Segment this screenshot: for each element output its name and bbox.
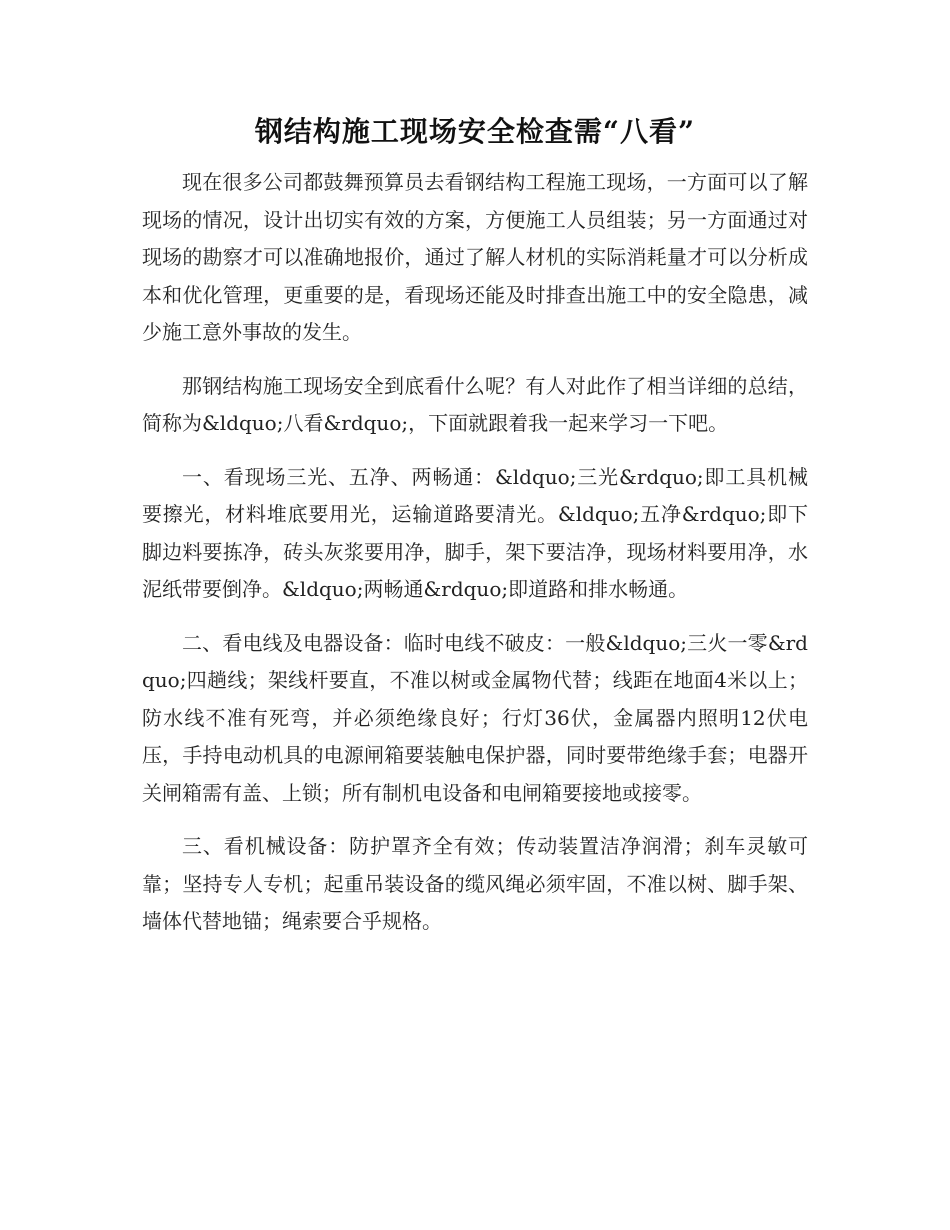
document-title: 钢结构施工现场安全检查需“八看” xyxy=(254,115,696,148)
paragraph-machinery: 三、看机械设备：防护罩齐全有效；传动装置洁净润滑；刹车灵敏可靠；坚持专人专机；起重吊装设备的缆风绳必须牢固，不准以树、脚手架、墙体代替地锚；绳索要合乎规格。 xyxy=(142,834,808,933)
paragraph-electrical: 二、看电线及电器设备：临时电线不破皮：一般&ldquo;三火一零&rdquo;四趟线；架线杆要直，不准以树或金属物代替；线距在地面4米以上；防水线不准有死弯，并必须绝缘良好；行灯36伏，金属器内照明12伏电压，手持电动机具的电源闸箱要装触电保护器，同时要带绝缘手套；电器开关闸箱需有盖、上锁；所有制机电设备和电闸箱要接地或接零。 xyxy=(142,630,808,805)
paragraph-site-cleanliness: 一、看现场三光、五净、两畅通：&ldquo;三光&rdquo;即工具机械要擦光，材料堆底要用光，运输道路要清光。&ldquo;五净&rdquo;即下脚边料要拣净，砖头灰浆要用净，脚手，架下要洁净，现场材料要用净，水泥纸带要倒净。&ldquo;两畅通&rdquo;即道路和排水畅通。 xyxy=(142,464,808,601)
paragraph-intro: 现在很多公司都鼓舞预算员去看钢结构工程施工现场，一方面可以了解现场的情况，设计出切实有效的方案，方便施工人员组装；另一方面通过对现场的勘察才可以准确地报价，通过了解人材机的实际消耗量才可以分析成本和优化管理，更重要的是，看现场还能及时排查出施工中的安全隐患，减少施工意外事故的发生。 xyxy=(142,170,808,344)
paragraph-summary: 那钢结构施工现场安全到底看什么呢？有人对此作了相当详细的总结，简称为&ldquo;八看&rdquo;，下面就跟着我一起来学习一下吧。 xyxy=(142,373,808,435)
document-body xyxy=(142,164,808,957)
